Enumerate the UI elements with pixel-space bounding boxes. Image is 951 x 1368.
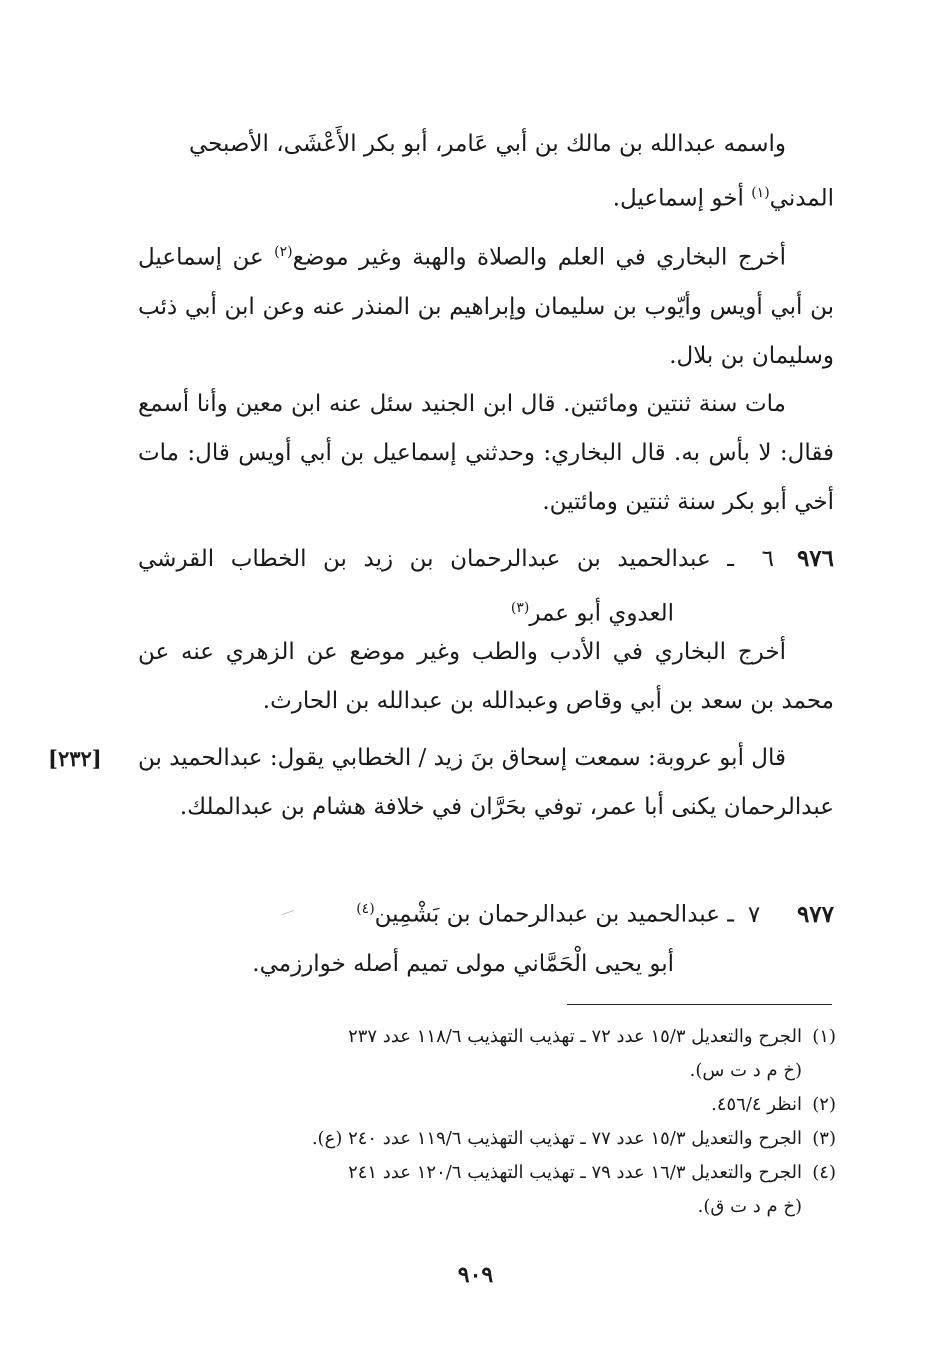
footnote [136,1020,836,1088]
footnote-continuation: (خ م د ت س). [689,1060,802,1081]
footnote-divider [567,1004,832,1005]
footnote [136,1156,836,1224]
footnote-text: الجرح والتعديل ١٦/٣ عدد ٧٩ ـ تهذيب التهذيب ١٢٠/٦ عدد ٢٤١ [348,1162,802,1183]
biography-entry [138,534,834,639]
entry-name: عبدالحميد بن عبدالرحمان بن زيد بن الخطاب القرشي [138,546,711,572]
footnote-number: (٢) [812,1094,836,1115]
entry-name: عبدالحميد بن عبدالرحمان بن بَشْمِين [374,901,720,928]
footnote-text: الجرح والتعديل ١٥/٣ عدد ٧٧ ـ تهذيب التهذيب ١١٩/٦ عدد ٢٤٠ (ع). [311,1128,802,1149]
entry-dash: ـ [727,546,734,572]
footnote-ref: (٣) [510,600,530,616]
footnote [136,1088,836,1122]
entry-number: ٩٧٧ [796,900,834,928]
paragraph-death-date: مات سنة ثنتين ومائتين. قال ابن الجنيد سئل عنه ابن معين وأنا أسمع فقال: لا بأس به. قال البخاري: وحدثني إسماعيل بن أبي أويس قال: مات أخي أبو بكر سنة ثنتين ومائتين. [138,391,834,515]
footnote-ref: (٤) [356,901,375,917]
entry-continuation: أبو يحيى الْحَمَّاني مولى تميم أصله خوارزمي. [252,950,674,977]
footnote-text: الجرح والتعديل ١٥/٣ عدد ٧٢ ـ تهذيب التهذيب ١١٨/٦ عدد ٢٣٧ [348,1026,802,1047]
entry-heading [138,534,834,584]
footnote-number: (٤) [812,1162,836,1183]
entry-number: ٩٧٦ [796,545,834,572]
footnotes [136,1020,836,1224]
footnote-ref: (٢) [274,244,293,260]
footnote-number: (٣) [812,1128,836,1149]
paragraph-line: المدني$^{(١)}$ أخو إسماعيل. [612,185,834,212]
entry-sub-number: ٦ [761,546,774,572]
entry-dash: ـ [727,901,734,928]
footnote-ref: (١) [751,185,770,201]
paragraph-abu-aruba: قال أبو عروبة: سمعت إسحاق بنَ زيد / الخطابي يقول: عبدالحميد بن عبدالرحمان يكنى أبا عمر، توفي بحَرَّان في خلافة هشام بن عبدالملك. [138,745,834,820]
footnote-continuation: (خ م د ت ق). [697,1196,802,1217]
entry-sub-number: ٧ [747,901,761,928]
page-number: ٩٠٩ [457,1262,494,1288]
margin-page-reference: [٢٣٢] [48,746,102,771]
entry-continuation: العدوي أبو عمر$^{(٣)}$ [510,600,674,627]
biography-entry [138,885,834,989]
paragraph-bukhari-narration: أخرج البخاري في العلم والصلاة والهبة وغير موضع$^{(٢)}$ عن إسماعيل بن أبي أويس وأيّوب بن سليمان وإبراهيم بن المنذر عنه وعن ابن أبي ذئب وسليمان بن بلال. [138,244,834,369]
entry-heading [138,885,834,940]
footnote [136,1122,836,1156]
footnote-number: (١) [812,1026,836,1047]
paragraph-line: واسمه عبدالله بن مالك بن أبي عَامر، أبو بكر الأَعْشَى، الأصبحي [188,131,786,157]
paragraph-name-description [138,120,834,224]
footnote-text: انظر ٤٥٦/٤. [711,1094,802,1115]
paragraph-bukhari-narration-2: أخرج البخاري في الأدب والطب وغير موضع عن الزهري عنه عن محمد بن سعد بن أبي وقاص وعبدالله بن عبدالله بن الحارث. [138,639,834,714]
